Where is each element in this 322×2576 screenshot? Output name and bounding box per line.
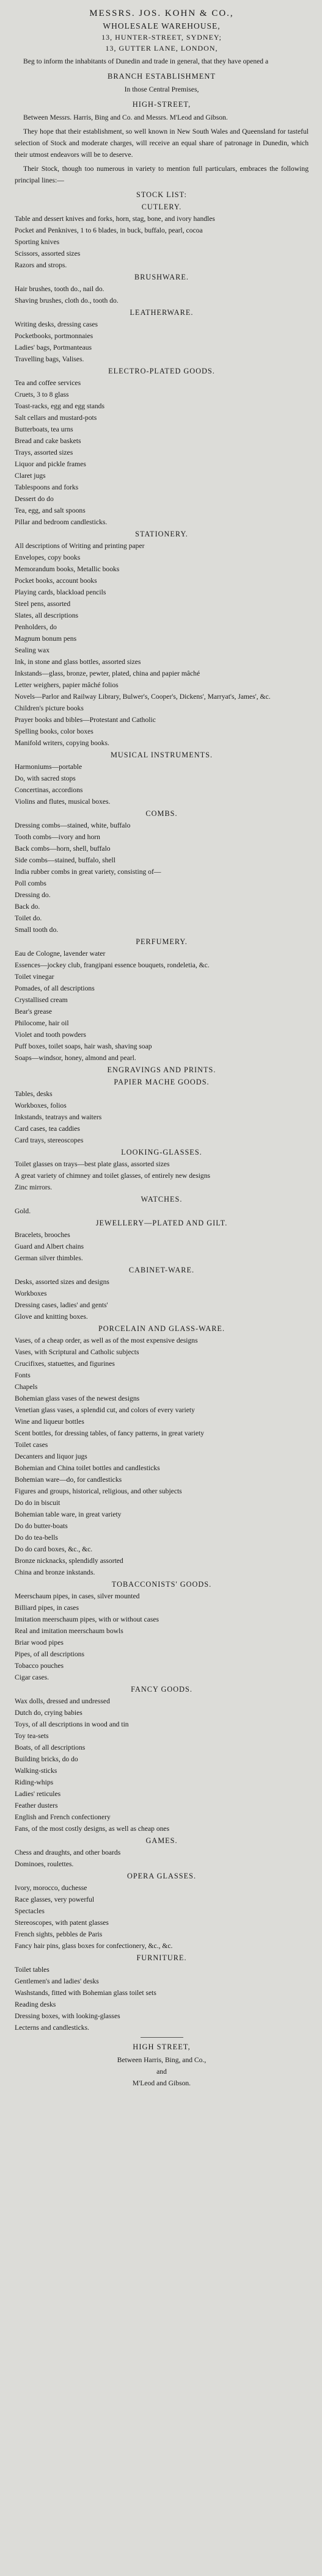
list-item: Meerschaum pipes, in cases, silver mounted <box>15 1592 140 1600</box>
list-item: Card trays, stereoscopes <box>15 1136 84 1144</box>
list-item: Cruets, 3 to 8 glass <box>15 391 69 399</box>
list-item: English and French confectionery <box>15 1813 111 1821</box>
list-item: Dressing boxes, with looking-glasses <box>15 2012 120 2020</box>
item-list <box>15 1205 309 1217</box>
list-item: Playing cards, blackload pencils <box>15 588 106 596</box>
list-item: Decanters and liquor jugs <box>15 1452 87 1460</box>
list-item: Bear's grease <box>15 1008 52 1016</box>
list-item: Washstands, fitted with Bohemian glass toilet sets <box>15 1989 156 1997</box>
item-list <box>15 319 309 365</box>
list-item: Fancy hair pins, glass boxes for confectionery, &c., &c. <box>15 1942 173 1950</box>
category-heading: PAPIER MACHE GOODS. <box>114 1078 210 1086</box>
list-item: Manifold writers, copying books. <box>15 739 109 747</box>
item-list <box>15 1695 309 1835</box>
list-item: Riding-whips <box>15 1778 54 1786</box>
stock-sections <box>15 201 309 2033</box>
list-item: Billiard pipes, in cases <box>15 1604 79 1612</box>
between-line: Between Messrs. Harris, Bing and Co. and Messrs. M'Leod and Gibson. <box>23 114 228 121</box>
list-item: Spelling books, color boxes <box>15 727 93 735</box>
list-item: Toilet tables <box>15 1966 49 1974</box>
list-item: Claret jugs <box>15 472 46 480</box>
item-list <box>15 1088 309 1146</box>
list-item: Razors and strops. <box>15 261 67 269</box>
list-item: Workboxes, folios <box>15 1102 67 1109</box>
footer-street: HIGH STREET, <box>133 2043 191 2051</box>
list-item: Pocket books, account books <box>15 577 97 585</box>
list-item: Memorandum books, Metallic books <box>15 565 120 573</box>
footer-and: and <box>156 2068 167 2076</box>
item-list <box>15 377 309 528</box>
list-item: Table and dessert knives and forks, horn, stag, bone, and ivory handles <box>15 215 215 223</box>
sydney-address: 13, HUNTER-STREET, SYDNEY; <box>101 33 222 41</box>
list-item: Toilet glasses on trays—best plate glass, assorted sizes <box>15 1160 170 1168</box>
category-heading: ENGRAVINGS AND PRINTS. <box>107 1066 216 1074</box>
category-heading: GAMES. <box>145 1836 178 1845</box>
category-heading: OPERA GLASSES. <box>126 1872 197 1880</box>
list-item: Do do in biscuit <box>15 1499 60 1507</box>
list-item: Tablespoons and forks <box>15 483 79 491</box>
list-item: Crucifixes, statuettes, and figurines <box>15 1360 115 1368</box>
list-item: Toilet cases <box>15 1441 48 1449</box>
list-item: Workboxes <box>15 1290 47 1297</box>
list-item: Ladies' reticules <box>15 1790 61 1798</box>
category-heading: FURNITURE. <box>136 1954 187 1962</box>
list-item: French sights, pebbles de Paris <box>15 1930 103 1938</box>
list-item: Small tooth do. <box>15 926 59 934</box>
item-list <box>15 540 309 749</box>
list-item: Violet and tooth powders <box>15 1031 86 1039</box>
body-paragraph-2: Their Stock, though too numerous in variety to mention full particulars, embraces the following principal lines:— <box>15 165 309 184</box>
item-list <box>15 761 309 807</box>
list-item: Stereoscopes, with patent glasses <box>15 1919 109 1927</box>
list-item: Envelopes, copy books <box>15 554 81 561</box>
list-item: Philocome, hair oil <box>15 1019 69 1027</box>
list-item: Venetian glass vases, a splendid cut, and colors of every variety <box>15 1406 195 1414</box>
list-item: Inkstands—glass, bronze, pewter, plated, china and papier mâché <box>15 669 200 677</box>
premises-line: In those Central Premises, <box>124 85 199 93</box>
list-item: Dutch do, crying babies <box>15 1709 82 1717</box>
list-item: Trays, assorted sizes <box>15 449 73 456</box>
list-item: Briar wood pipes <box>15 1639 64 1647</box>
list-item: Letter weighers, papier mâché folios <box>15 681 119 689</box>
item-list <box>15 1847 309 1870</box>
category-heading: BRUSHWARE. <box>134 273 189 281</box>
list-item: Fans, of the most costly designs, as well as cheap ones <box>15 1825 170 1833</box>
list-item: Side combs—stained, buffalo, shell <box>15 856 115 864</box>
list-item: Walking-sticks <box>15 1767 57 1775</box>
category-heading: CUTLERY. <box>141 203 182 211</box>
list-item: Vases, with Scriptural and Catholic subjects <box>15 1348 139 1356</box>
list-item: Children's picture books <box>15 704 84 712</box>
list-item: A great variety of chimney and toilet glasses, of entirely new designs <box>15 1172 211 1180</box>
list-item: Travelling bags, Valises. <box>15 355 84 363</box>
list-item: Poll combs <box>15 879 46 887</box>
list-item: Slates, all descriptions <box>15 612 79 619</box>
london-address: 13, GUTTER LANE, LONDON, <box>105 44 218 52</box>
list-item: Tea and coffee services <box>15 379 81 387</box>
list-item: Gentlemen's and ladies' desks <box>15 1977 99 1985</box>
list-item: Eau de Cologne, lavender water <box>15 950 106 958</box>
list-item: Do, with sacred stops <box>15 774 76 782</box>
category-heading: LEATHERWARE. <box>130 308 194 317</box>
category-heading: LOOKING-GLASSES. <box>121 1148 202 1156</box>
list-item: Toys, of all descriptions in wood and tin <box>15 1720 129 1728</box>
list-item: Bohemian table ware, in great variety <box>15 1510 122 1518</box>
list-item: Sporting knives <box>15 238 60 246</box>
list-item: Concertinas, accordions <box>15 786 83 794</box>
list-item: German silver thimbles. <box>15 1254 83 1262</box>
list-item: Glove and knitting boxes. <box>15 1313 88 1321</box>
list-item: Dessert do do <box>15 495 54 503</box>
category-heading: CABINET-WARE. <box>128 1266 195 1274</box>
list-item: Reading desks <box>15 2001 56 2008</box>
list-item: Scissors, assorted sizes <box>15 250 81 258</box>
category-heading: MUSICAL INSTRUMENTS. <box>110 751 213 759</box>
list-item: Bread and cake baskets <box>15 437 81 445</box>
category-heading: PERFUMERY. <box>136 937 188 946</box>
list-item: Pillar and bedroom candlesticks. <box>15 518 108 526</box>
list-item: Card cases, tea caddies <box>15 1125 80 1133</box>
list-item: Bohemian and China toilet bottles and candlesticks <box>15 1464 160 1472</box>
list-item: Toilet vinegar <box>15 973 54 981</box>
list-item: Puff boxes, toilet soaps, hair wash, shaving soap <box>15 1042 152 1050</box>
list-item: Ivory, morocco, duchesse <box>15 1884 87 1892</box>
list-item: Butterboats, tea urns <box>15 425 73 433</box>
list-item: Ink, in stone and glass bottles, assorted sizes <box>15 658 141 666</box>
item-list <box>15 1229 309 1264</box>
category-heading: TOBACCONISTS' GOODS. <box>111 1580 212 1589</box>
list-item: Pocket and Penknives, 1 to 6 blades, in buck, buffalo, pearl, cocoa <box>15 226 203 234</box>
list-item: Do do butter-boats <box>15 1522 68 1530</box>
list-item: Boats, of all descriptions <box>15 1744 86 1752</box>
list-item: Wax dolls, dressed and undressed <box>15 1697 110 1705</box>
list-item: Sealing wax <box>15 646 49 654</box>
list-item: Figures and groups, historical, religious, and other subjects <box>15 1487 182 1495</box>
item-list <box>15 948 309 1064</box>
list-item: Fonts <box>15 1371 31 1379</box>
firm-name: MESSRS. JOS. KOHN & CO., <box>89 9 234 18</box>
category-heading: STATIONERY. <box>135 530 188 538</box>
list-item: Cigar cases. <box>15 1673 49 1681</box>
list-item: Hair brushes, tooth do., nail do. <box>15 285 104 293</box>
list-item: China and bronze inkstands. <box>15 1568 95 1576</box>
divider <box>141 2037 183 2038</box>
list-item: Pomades, of all descriptions <box>15 984 95 992</box>
list-item: Tables, desks <box>15 1090 53 1098</box>
list-item: Spectacles <box>15 1907 45 1915</box>
list-item: Shaving brushes, cloth do., tooth do. <box>15 297 119 305</box>
list-item: Do do tea-bells <box>15 1534 58 1542</box>
list-item: All descriptions of Writing and printing paper <box>15 542 145 550</box>
list-item: Tobacco pouches <box>15 1662 64 1670</box>
list-item: Real and imitation meerschaum bowls <box>15 1627 123 1635</box>
list-item: Soaps—windsor, honey, almond and pearl. <box>15 1054 136 1062</box>
item-list <box>15 1276 309 1322</box>
category-heading: WATCHES. <box>141 1195 183 1203</box>
list-item: Novels—Parlor and Railway Library, Bulwer's, Cooper's, Dickens', Marryat's, James', &c. <box>15 693 271 701</box>
category-heading: JEWELLERY—PLATED AND GILT. <box>95 1219 228 1227</box>
list-item: Dressing combs—stained, white, buffalo <box>15 821 131 829</box>
list-item: Bohemian ware—do, for candlesticks <box>15 1476 122 1484</box>
category-heading: PORCELAIN AND GLASS-WARE. <box>98 1324 225 1333</box>
item-list <box>15 1964 309 2033</box>
list-item: Tea, egg, and salt spoons <box>15 507 86 514</box>
list-item: Toast-racks, egg and egg stands <box>15 402 104 410</box>
list-item: Back combs—horn, shell, buffalo <box>15 845 111 853</box>
branch-heading: BRANCH ESTABLISHMENT <box>108 72 216 81</box>
intro-text: Beg to inform the inhabitants of Dunedin and trade in general, that they have opened a <box>23 57 269 65</box>
item-list <box>15 1590 309 1683</box>
body-paragraph-1: They hope that their establishment, so well known in New South Wales and Queensland for tasteful selection of Stock and moderate charges, will receive an equal share of patronage in Dunedin, which their utmost endeavors will be to deserve. <box>15 128 309 159</box>
list-item: Penholders, do <box>15 623 57 631</box>
list-item: Steel pens, assorted <box>15 600 71 608</box>
list-item: Crystallised cream <box>15 996 68 1004</box>
item-list <box>15 1158 309 1193</box>
list-item: Essences—jockey club, frangipani essence bouquets, rondeletia, &c. <box>15 961 210 969</box>
item-list <box>15 283 309 306</box>
list-item: Pocketbooks, portmonnaies <box>15 332 93 340</box>
stock-heading: STOCK LIST: <box>136 190 187 199</box>
list-item: Pipes, of all descriptions <box>15 1650 84 1658</box>
list-item: Chess and draughts, and other boards <box>15 1849 121 1856</box>
street-heading: HIGH-STREET, <box>132 100 191 109</box>
list-item: Toilet do. <box>15 914 42 922</box>
list-item: Bracelets, brooches <box>15 1231 70 1239</box>
category-heading: FANCY GOODS. <box>131 1685 192 1694</box>
list-item: Building bricks, do do <box>15 1755 78 1763</box>
warehouse-title: WHOLESALE WAREHOUSE, <box>103 21 221 31</box>
list-item: Race glasses, very powerful <box>15 1896 95 1903</box>
list-item: Salt cellars and mustard-pots <box>15 414 97 422</box>
list-item: Tooth combs—ivory and horn <box>15 833 100 841</box>
list-item: Bohemian glass vases of the newest designs <box>15 1394 140 1402</box>
list-item: Magnum bonum pens <box>15 635 77 643</box>
list-item: India rubber combs in great variety, consisting of— <box>15 868 161 876</box>
footer-firm: M'Leod and Gibson. <box>132 2079 191 2087</box>
list-item: Wine and liqueur bottles <box>15 1418 84 1426</box>
list-item: Bronze nicknacks, splendidly assorted <box>15 1557 123 1565</box>
list-item: Dressing do. <box>15 891 51 899</box>
list-item: Back do. <box>15 903 40 911</box>
list-item: Do do card boxes, &c., &c. <box>15 1545 93 1553</box>
list-item: Harmoniums—portable <box>15 763 82 771</box>
category-heading: COMBS. <box>145 809 178 818</box>
list-item: Dressing cases, ladies' and gents' <box>15 1301 108 1309</box>
list-item: Violins and flutes, musical boxes. <box>15 798 111 806</box>
item-list <box>15 213 309 271</box>
category-heading: ELECTRO-PLATED GOODS. <box>108 367 215 375</box>
list-item: Zinc mirrors. <box>15 1183 53 1191</box>
list-item: Liquor and pickle frames <box>15 460 86 468</box>
list-item: Guard and Albert chains <box>15 1243 84 1250</box>
list-item: Lecterns and candlesticks. <box>15 2024 90 2032</box>
item-list <box>15 1882 309 1952</box>
list-item: Imitation meerschaum pipes, with or without cases <box>15 1615 159 1623</box>
list-item: Feather dusters <box>15 1802 58 1809</box>
list-item: Prayer books and bibles—Protestant and Catholic <box>15 716 156 724</box>
list-item: Vases, of a cheap order, as well as of the most expensive designs <box>15 1337 198 1344</box>
list-item: Writing desks, dressing cases <box>15 320 98 328</box>
list-item: Gold. <box>15 1207 31 1215</box>
list-item: Dominoes, roulettes. <box>15 1860 74 1868</box>
list-item: Desks, assorted sizes and designs <box>15 1278 109 1286</box>
list-item: Chapels <box>15 1383 38 1391</box>
item-list <box>15 820 309 936</box>
item-list <box>15 1335 309 1578</box>
list-item: Scent bottles, for dressing tables, of fancy patterns, in great variety <box>15 1429 205 1437</box>
list-item: Inkstands, teatrays and waiters <box>15 1113 102 1121</box>
list-item: Toy tea-sets <box>15 1732 49 1740</box>
list-item: Ladies' bags, Portmanteaus <box>15 344 92 352</box>
footer-between: Between Harris, Bing, and Co., <box>117 2056 207 2064</box>
